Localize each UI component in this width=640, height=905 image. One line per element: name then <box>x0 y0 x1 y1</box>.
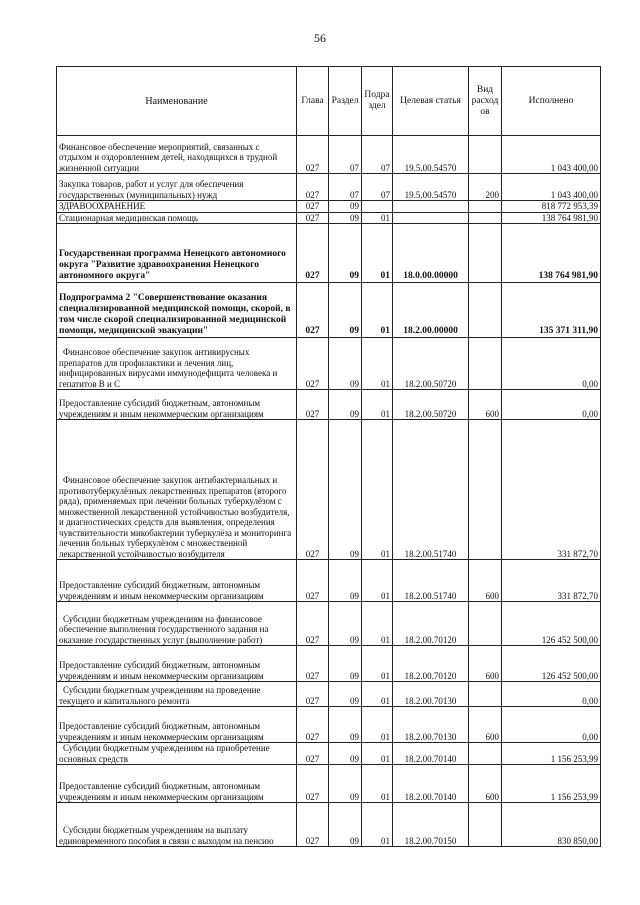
cell-executed: 1 156 253,99 <box>502 765 601 803</box>
cell-razdel: 09 <box>329 743 362 765</box>
cell-executed: 0,00 <box>502 390 601 420</box>
budget-table <box>56 66 601 847</box>
cell-vid: 600 <box>469 765 502 803</box>
cell-executed: 331 872,70 <box>502 420 601 560</box>
cell-vid <box>469 420 502 560</box>
cell-target: 18.2.00.70120 <box>393 602 469 646</box>
cell-glava: 027 <box>297 560 329 602</box>
cell-name: Подпрограмма 2 "Совершенствование оказания специализированной медицинской помощи, скорой, в том числе скорой специализированной медицинской помощи, медицинской эвакуации" <box>57 283 297 338</box>
cell-razdel: 09 <box>329 212 362 224</box>
cell-executed: 135 371 311,90 <box>502 283 601 338</box>
cell-glava: 027 <box>297 224 329 283</box>
cell-razdel: 09 <box>329 560 362 602</box>
cell-target: 18.2.00.50720 <box>393 390 469 420</box>
cell-vid <box>469 602 502 646</box>
cell-target: 18.2.00.51740 <box>393 420 469 560</box>
cell-razdel: 09 <box>329 390 362 420</box>
cell-glava: 027 <box>297 420 329 560</box>
cell-glava: 027 <box>297 201 329 213</box>
cell-vid <box>469 201 502 213</box>
cell-vid <box>469 136 502 174</box>
cell-glava: 027 <box>297 390 329 420</box>
cell-target: 18.2.00.70120 <box>393 646 469 682</box>
cell-razdel: 09 <box>329 283 362 338</box>
cell-target: 18.2.00.70150 <box>393 803 469 847</box>
cell-name: Субсидии бюджетным учреждениям на проведение текущего и капитального ремонта <box>57 682 297 707</box>
cell-target: 18.2.00.70140 <box>393 765 469 803</box>
cell-razdel: 07 <box>329 174 362 201</box>
cell-razdel: 09 <box>329 420 362 560</box>
cell-name: Финансовое обеспечение закупок антивирусных препаратов для профилактики и лечения лиц, инфицированных вирусами иммунодефицита человека и гепатитов В и С <box>57 338 297 390</box>
table-row <box>57 136 601 174</box>
table-row <box>57 602 601 646</box>
cell-razdel: 09 <box>329 201 362 213</box>
cell-podrazdel: 01 <box>362 560 393 602</box>
table-row <box>57 174 601 201</box>
cell-name: Закупка товаров, работ и услуг для обеспечения государственных (муниципальных) нужд <box>57 174 297 201</box>
cell-name: Субсидии бюджетным учреждениям на выплату единовременного пособия в связи с выходом на пенсию <box>57 803 297 847</box>
cell-name: Предоставление субсидий бюджетным, автономным учреждениям и иным некоммерческим организациям <box>57 765 297 803</box>
header-razdel: Раздел <box>329 67 362 136</box>
cell-podrazdel: 01 <box>362 803 393 847</box>
cell-podrazdel: 01 <box>362 743 393 765</box>
cell-name: Субсидии бюджетным учреждениям на приобретение основных средств <box>57 743 297 765</box>
table-row <box>57 646 601 682</box>
cell-podrazdel: 01 <box>362 338 393 390</box>
cell-razdel: 09 <box>329 707 362 743</box>
cell-executed: 0,00 <box>502 682 601 707</box>
cell-razdel: 09 <box>329 338 362 390</box>
cell-executed: 830 850,00 <box>502 803 601 847</box>
cell-podrazdel: 01 <box>362 765 393 803</box>
cell-razdel: 09 <box>329 646 362 682</box>
cell-vid <box>469 224 502 283</box>
table-row <box>57 338 601 390</box>
table-row <box>57 765 601 803</box>
cell-glava: 027 <box>297 646 329 682</box>
cell-executed: 126 452 500,00 <box>502 602 601 646</box>
table-row <box>57 420 601 560</box>
cell-podrazdel: 01 <box>362 224 393 283</box>
cell-vid <box>469 743 502 765</box>
cell-vid <box>469 283 502 338</box>
cell-name: Предоставление субсидий бюджетным, автономным учреждениям и иным некоммерческим организациям <box>57 390 297 420</box>
cell-glava: 027 <box>297 803 329 847</box>
cell-podrazdel: 01 <box>362 283 393 338</box>
cell-vid: 600 <box>469 646 502 682</box>
cell-executed: 0,00 <box>502 338 601 390</box>
table-row <box>57 743 601 765</box>
cell-podrazdel: 01 <box>362 602 393 646</box>
table-row <box>57 224 601 283</box>
cell-executed: 1 156 253,99 <box>502 743 601 765</box>
cell-name: Предоставление субсидий бюджетным, автономным учреждениям и иным некоммерческим организациям <box>57 707 297 743</box>
cell-razdel: 09 <box>329 602 362 646</box>
cell-glava: 027 <box>297 212 329 224</box>
cell-name: Финансовое обеспечение мероприятий, связанных с отдыхом и оздоровлением детей, находящихся в трудной жизненной ситуации <box>57 136 297 174</box>
cell-target: 19.5.00.54570 <box>393 174 469 201</box>
header-glava: Глава <box>297 67 329 136</box>
cell-executed: 126 452 500,00 <box>502 646 601 682</box>
cell-vid <box>469 682 502 707</box>
cell-podrazdel: 01 <box>362 707 393 743</box>
table-row <box>57 212 601 224</box>
cell-podrazdel: 07 <box>362 136 393 174</box>
cell-target: 18.2.00.70140 <box>393 743 469 765</box>
cell-vid <box>469 338 502 390</box>
header-vid: Вид расход ов <box>469 67 502 136</box>
cell-executed: 818 772 953,39 <box>502 201 601 213</box>
header-target: Целевая статья <box>393 67 469 136</box>
table-row <box>57 682 601 707</box>
cell-glava: 027 <box>297 283 329 338</box>
cell-name: Финансовое обеспечение закупок антибактериальных и противотуберкулёзных лекарственных препаратов (второго ряда), применяемых при лечении больных туберкулёзом с множественной лекарственной устойчивостью возбудителя, и диагностических средств для выявления, определения чувствительности микобактерии туберкулёза и мониторинга лечения больных туберкулёзом с множественной лекарственной устойчивостью возбудителя <box>57 420 297 560</box>
cell-executed: 1 043 400,00 <box>502 136 601 174</box>
cell-name: ЗДРАВООХРАНЕНИЕ <box>57 201 297 213</box>
cell-target <box>393 201 469 213</box>
cell-razdel: 09 <box>329 224 362 283</box>
cell-executed: 138 764 981,90 <box>502 224 601 283</box>
cell-target: 18.2.00.50720 <box>393 338 469 390</box>
cell-podrazdel: 01 <box>362 212 393 224</box>
cell-executed: 331 872,70 <box>502 560 601 602</box>
cell-target: 18.0.00.00000 <box>393 224 469 283</box>
cell-vid: 600 <box>469 560 502 602</box>
page-number: 56 <box>314 31 326 45</box>
table-row <box>57 283 601 338</box>
cell-executed: 1 043 400,00 <box>502 174 601 201</box>
cell-glava: 027 <box>297 136 329 174</box>
cell-name: Предоставление субсидий бюджетным, автономным учреждениям и иным некоммерческим организациям <box>57 560 297 602</box>
cell-vid <box>469 212 502 224</box>
cell-target: 19.5.00.54570 <box>393 136 469 174</box>
cell-name: Субсидии бюджетным учреждениям на финансовое обеспечение выполнения государственного задания на оказание государственных услуг (выполнение работ) <box>57 602 297 646</box>
cell-glava: 027 <box>297 338 329 390</box>
header-name: Наименование <box>57 67 297 136</box>
cell-razdel: 09 <box>329 765 362 803</box>
table-row <box>57 560 601 602</box>
cell-glava: 027 <box>297 602 329 646</box>
cell-glava: 027 <box>297 743 329 765</box>
cell-name: Предоставление субсидий бюджетным, автономным учреждениям и иным некоммерческим организациям <box>57 646 297 682</box>
table-body <box>57 136 601 847</box>
cell-target: 18.2.00.51740 <box>393 560 469 602</box>
cell-target: 18.2.00.70130 <box>393 682 469 707</box>
cell-glava: 027 <box>297 707 329 743</box>
cell-razdel: 07 <box>329 136 362 174</box>
table-row <box>57 803 601 847</box>
cell-podrazdel <box>362 201 393 213</box>
cell-name: Стационарная медицинская помощь <box>57 212 297 224</box>
cell-glava: 027 <box>297 765 329 803</box>
cell-target: 18.2.00.70130 <box>393 707 469 743</box>
cell-glava: 027 <box>297 682 329 707</box>
cell-target: 18.2.00.00000 <box>393 283 469 338</box>
cell-razdel: 09 <box>329 682 362 707</box>
cell-podrazdel: 01 <box>362 646 393 682</box>
table-row <box>57 201 601 213</box>
cell-vid <box>469 803 502 847</box>
table-row <box>57 707 601 743</box>
cell-podrazdel: 07 <box>362 174 393 201</box>
cell-razdel: 09 <box>329 803 362 847</box>
cell-podrazdel: 01 <box>362 390 393 420</box>
cell-executed: 138 764 981,90 <box>502 212 601 224</box>
cell-vid: 600 <box>469 707 502 743</box>
table-header-row <box>57 67 601 136</box>
cell-glava: 027 <box>297 174 329 201</box>
cell-vid: 600 <box>469 390 502 420</box>
cell-target <box>393 212 469 224</box>
header-podrazdel: Подра здел <box>362 67 393 136</box>
cell-executed: 0,00 <box>502 707 601 743</box>
cell-vid: 200 <box>469 174 502 201</box>
cell-podrazdel: 01 <box>362 682 393 707</box>
header-executed: Исполнено <box>502 67 601 136</box>
table-row <box>57 390 601 420</box>
cell-podrazdel: 01 <box>362 420 393 560</box>
cell-name: Государственная программа Ненецкого автономного округа "Развитие здравоохранения Ненецкого автономного округа" <box>57 224 297 283</box>
